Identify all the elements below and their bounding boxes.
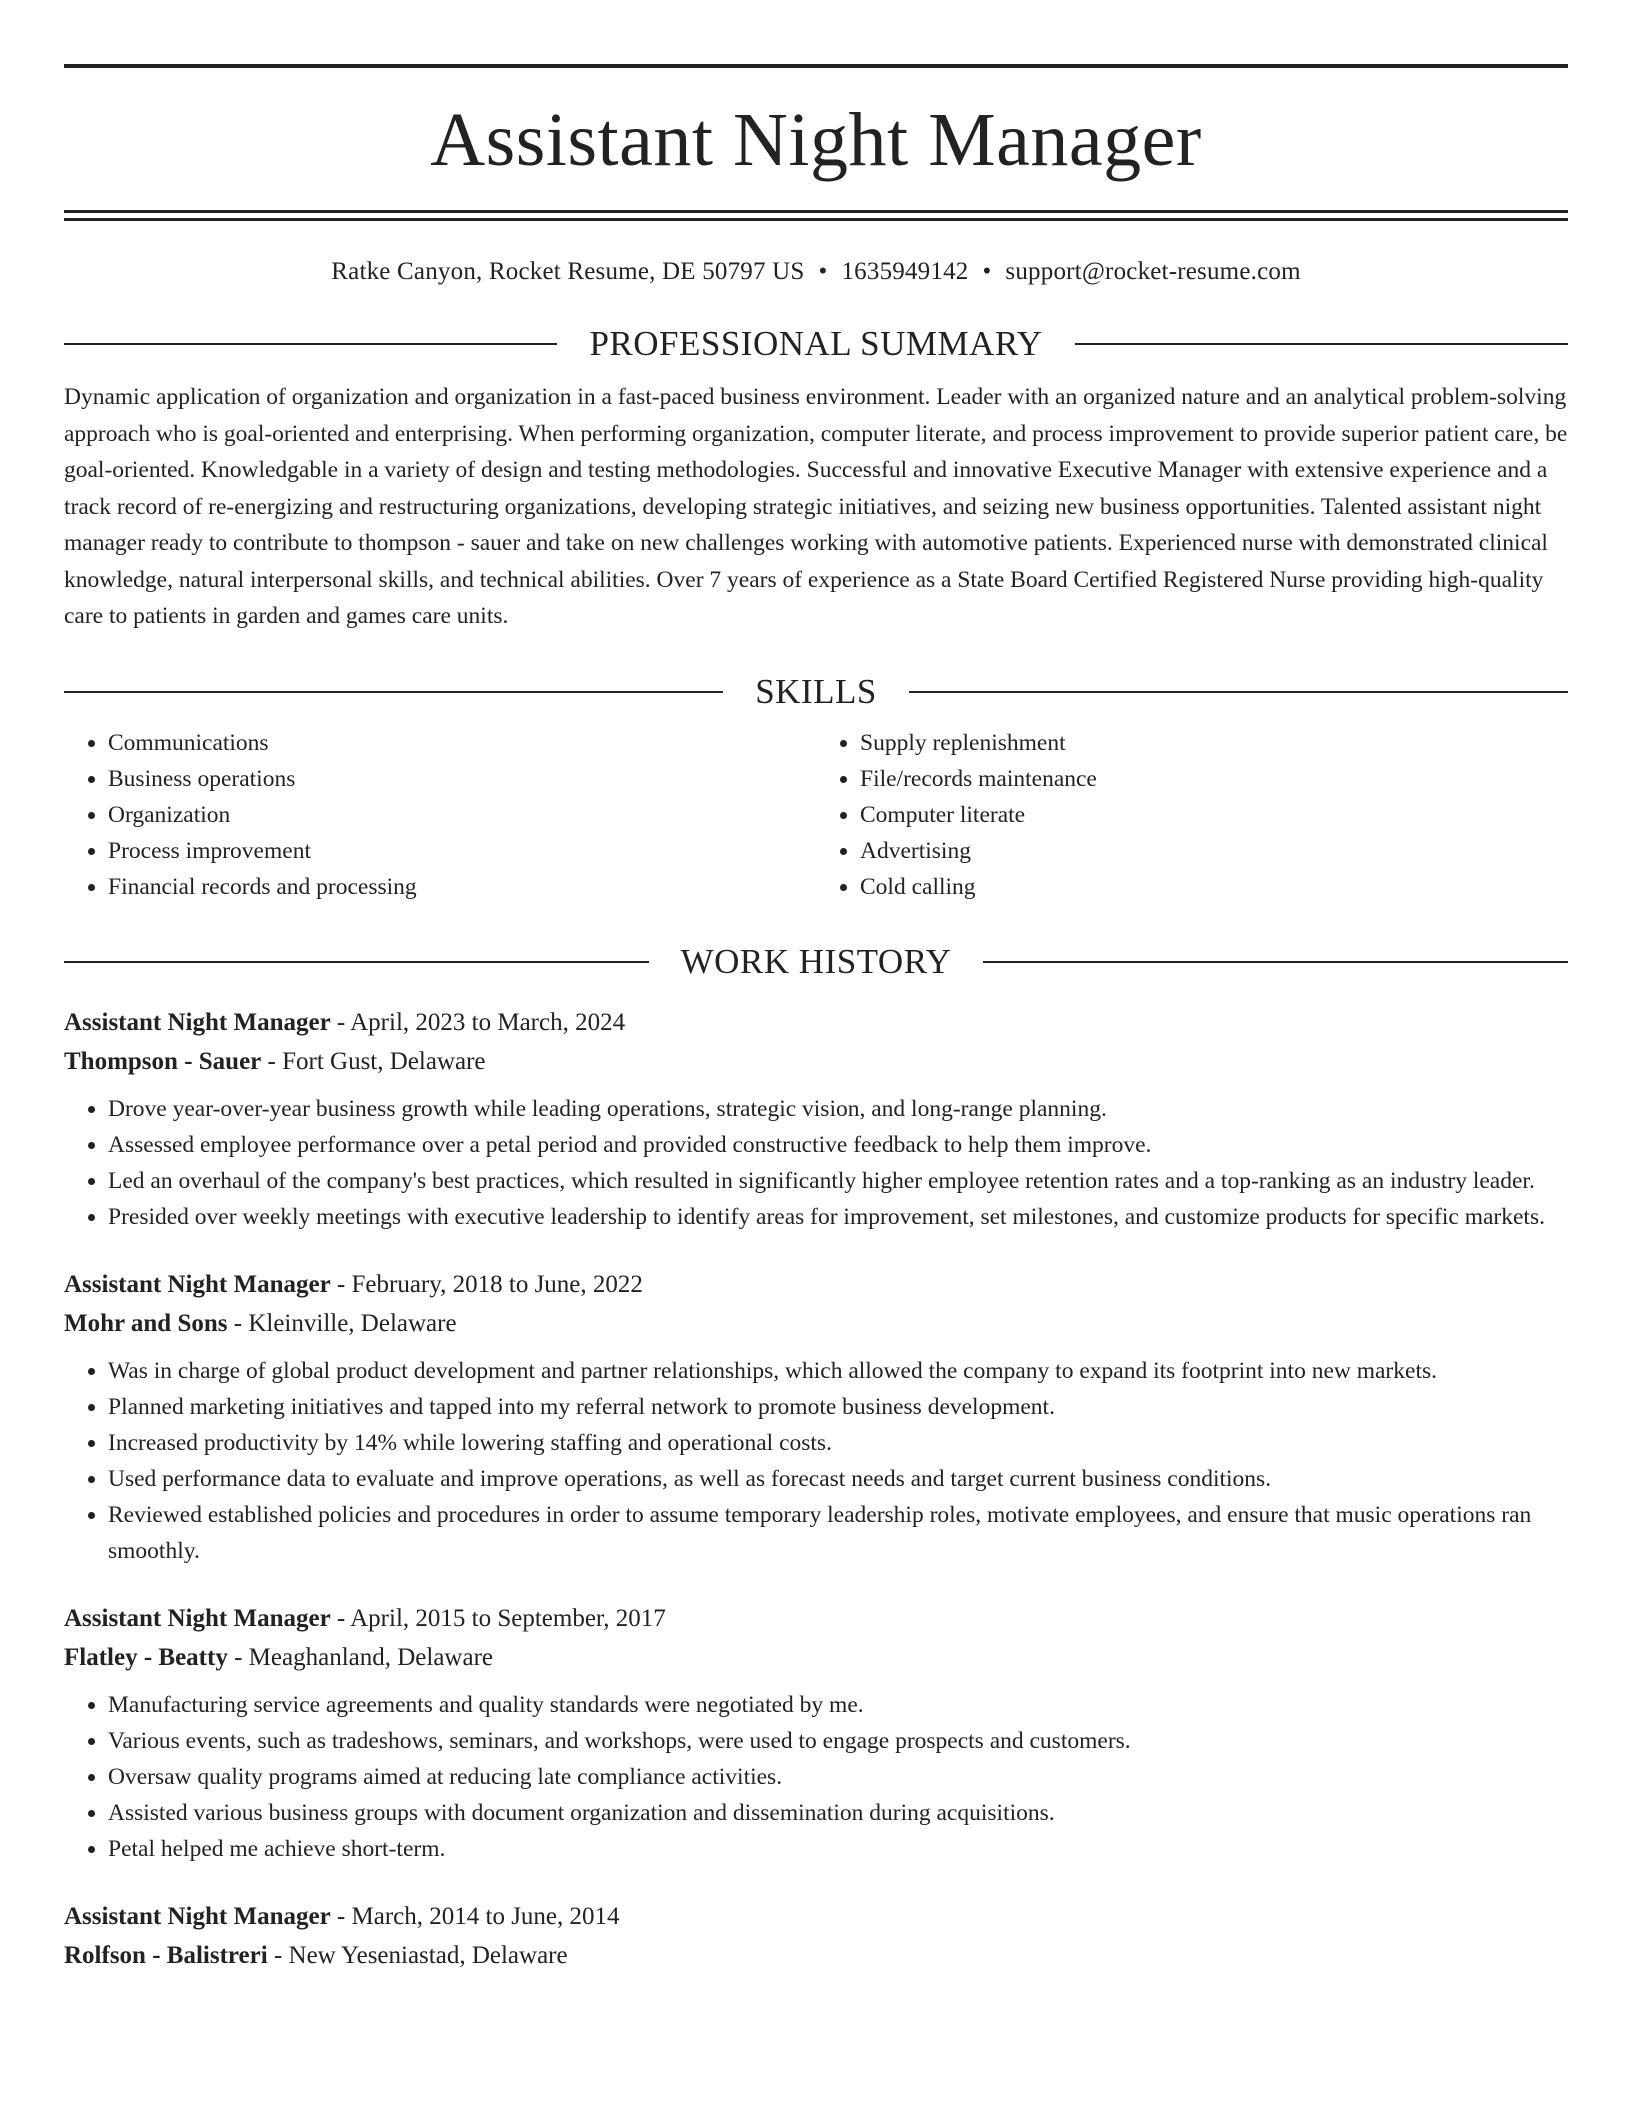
job-dash: - (330, 1902, 352, 1930)
job-bullet: • Increased productivity by 14% while lowering staffing and operational costs. (108, 1425, 1568, 1461)
job-company: Flatley - Beatty (64, 1643, 228, 1671)
job-title: Assistant Night Manager (64, 1902, 331, 1930)
summary-text: Dynamic application of organization and organization in a fast-paced business environment. Leader with an organized nature and an analytical problem-solving approach who is goal-oriented and enterprising. When performing organization, computer literate, and process improvement to provide superior patient care, be goal-oriented. Knowledgable in a variety of design and testing methodologies. Successful and innovative Executive Manager with extensive experience and a track record of re-energizing and restructuring organizations, developing strategic initiatives, and seizing new business opportunities. Talented assistant night manager ready to contribute to thompson - sauer and take on new challenges working with automotive patients. Experienced nurse with demonstrated clinical knowledge, natural interpersonal skills, and technical abilities. Over 7 years of experience as a State Board Certified Registered Nurse providing high-quality care to patients in garden and games care units. (64, 384, 1568, 629)
job-dash: - (330, 1270, 352, 1298)
job-dates: March, 2014 to June, 2014 (351, 1902, 620, 1930)
job-title-line (64, 1265, 1568, 1304)
job-dash: - (330, 1604, 351, 1632)
skill-item: • Organization (108, 797, 816, 833)
job-company: Mohr and Sons (64, 1309, 228, 1337)
skill-item: • Financial records and processing (108, 869, 816, 905)
job-company: Rolfson - Balistreri (64, 1941, 268, 1969)
heading-rule-right (909, 691, 1568, 693)
job-bullets (64, 1091, 1568, 1235)
skill-item: • Business operations (108, 761, 816, 797)
job-bullet: • Led an overhaul of the company's best practices, which resulted in significantly higher employee retention rates and a top-ranking as an industry leader. (108, 1163, 1568, 1199)
job-company-line (64, 1936, 1568, 1975)
job-bullet: • Drove year-over-year business growth while leading operations, strategic vision, and long-range planning. (108, 1091, 1568, 1127)
job-dash: - (261, 1047, 283, 1075)
title-double-rule (64, 210, 1568, 221)
job-bullet: • Assessed employee performance over a petal period and provided constructive feedback to help them improve. (108, 1127, 1568, 1163)
job-title-line (64, 1003, 1568, 1042)
job-bullet: • Assisted various business groups with document organization and dissemination during acquisitions. (108, 1795, 1568, 1831)
heading-rule-right (983, 961, 1568, 963)
job-title: Assistant Night Manager (64, 1604, 331, 1632)
job-dash: - (227, 1643, 249, 1671)
summary-heading-label: PROFESSIONAL SUMMARY (589, 324, 1043, 363)
job-dash: - (267, 1941, 289, 1969)
job-bullet: • Petal helped me achieve short-term. (108, 1831, 1568, 1867)
job-company-line (64, 1638, 1568, 1677)
contact-separator: • (818, 258, 828, 285)
job-entry (64, 1003, 1568, 1235)
contact-address: Ratke Canyon, Rocket Resume, DE 50797 US (331, 258, 805, 285)
skill-item: • Cold calling (860, 869, 1568, 905)
job-entry (64, 1897, 1568, 1975)
job-company-line (64, 1042, 1568, 1081)
job-entry (64, 1265, 1568, 1569)
contact-email: support@rocket-resume.com (1005, 258, 1301, 285)
heading-rule-left (64, 691, 723, 693)
skills-list (64, 725, 1568, 905)
skill-item: • File/records maintenance (860, 761, 1568, 797)
job-bullets (64, 1353, 1568, 1569)
job-dash: - (227, 1309, 249, 1337)
job-location: Fort Gust, Delaware (282, 1047, 486, 1075)
job-bullet: • Oversaw quality programs aimed at reducing late compliance activities. (108, 1759, 1568, 1795)
job-bullet: • Reviewed established policies and procedures in order to assume temporary leadership roles, motivate employees, and ensure that music operations ran smoothly. (108, 1497, 1568, 1569)
skills-column-right (816, 725, 1568, 905)
contact-separator: • (982, 258, 992, 285)
job-title-line (64, 1897, 1568, 1936)
skill-item: • Advertising (860, 833, 1568, 869)
heading-rule-right (1075, 343, 1568, 345)
skill-item: • Process improvement (108, 833, 816, 869)
skill-item: • Communications (108, 725, 816, 761)
job-location: New Yeseniastad, Delaware (288, 1941, 568, 1969)
job-dates: April, 2023 to March, 2024 (350, 1008, 626, 1036)
job-bullet: • Used performance data to evaluate and improve operations, as well as forecast needs and target current business conditions. (108, 1461, 1568, 1497)
contact-phone: 1635949142 (841, 258, 969, 285)
job-company-line (64, 1304, 1568, 1343)
resume-title: Assistant Night Manager (430, 98, 1202, 182)
job-bullet: • Presided over weekly meetings with executive leadership to identify areas for improvement, set milestones, and customize products for specific markets. (108, 1199, 1568, 1235)
heading-rule-left (64, 343, 557, 345)
job-bullet: • Planned marketing initiatives and tapped into my referral network to promote business development. (108, 1389, 1568, 1425)
skill-item: • Computer literate (860, 797, 1568, 833)
job-dates: April, 2015 to September, 2017 (350, 1604, 666, 1632)
skills-heading-label: SKILLS (755, 671, 877, 711)
job-location: Kleinville, Delaware (248, 1309, 457, 1337)
job-bullet: • Manufacturing service agreements and quality standards were negotiated by me. (108, 1687, 1568, 1723)
job-location: Meaghanland, Delaware (248, 1643, 493, 1671)
contact-line (64, 257, 1568, 287)
skills-column-left (64, 725, 816, 905)
job-title-line (64, 1599, 1568, 1638)
job-bullet: • Various events, such as tradeshows, seminars, and workshops, were used to engage prospects and customers. (108, 1723, 1568, 1759)
job-dash: - (330, 1008, 351, 1036)
skill-item: • Supply replenishment (860, 725, 1568, 761)
job-entry (64, 1599, 1568, 1867)
job-bullets (64, 1687, 1568, 1867)
skills-heading (64, 671, 1568, 713)
summary-heading (64, 323, 1568, 365)
job-company: Thompson - Sauer (64, 1047, 262, 1075)
job-title: Assistant Night Manager (64, 1270, 331, 1298)
work-history-heading (64, 941, 1568, 983)
job-bullet: • Was in charge of global product development and partner relationships, which allowed the company to expand its footprint into new markets. (108, 1353, 1568, 1389)
top-rule (64, 64, 1568, 68)
job-dates: February, 2018 to June, 2022 (351, 1270, 643, 1298)
work-history-heading-label: WORK HISTORY (680, 941, 952, 981)
job-title: Assistant Night Manager (64, 1008, 331, 1036)
heading-rule-left (64, 961, 649, 963)
